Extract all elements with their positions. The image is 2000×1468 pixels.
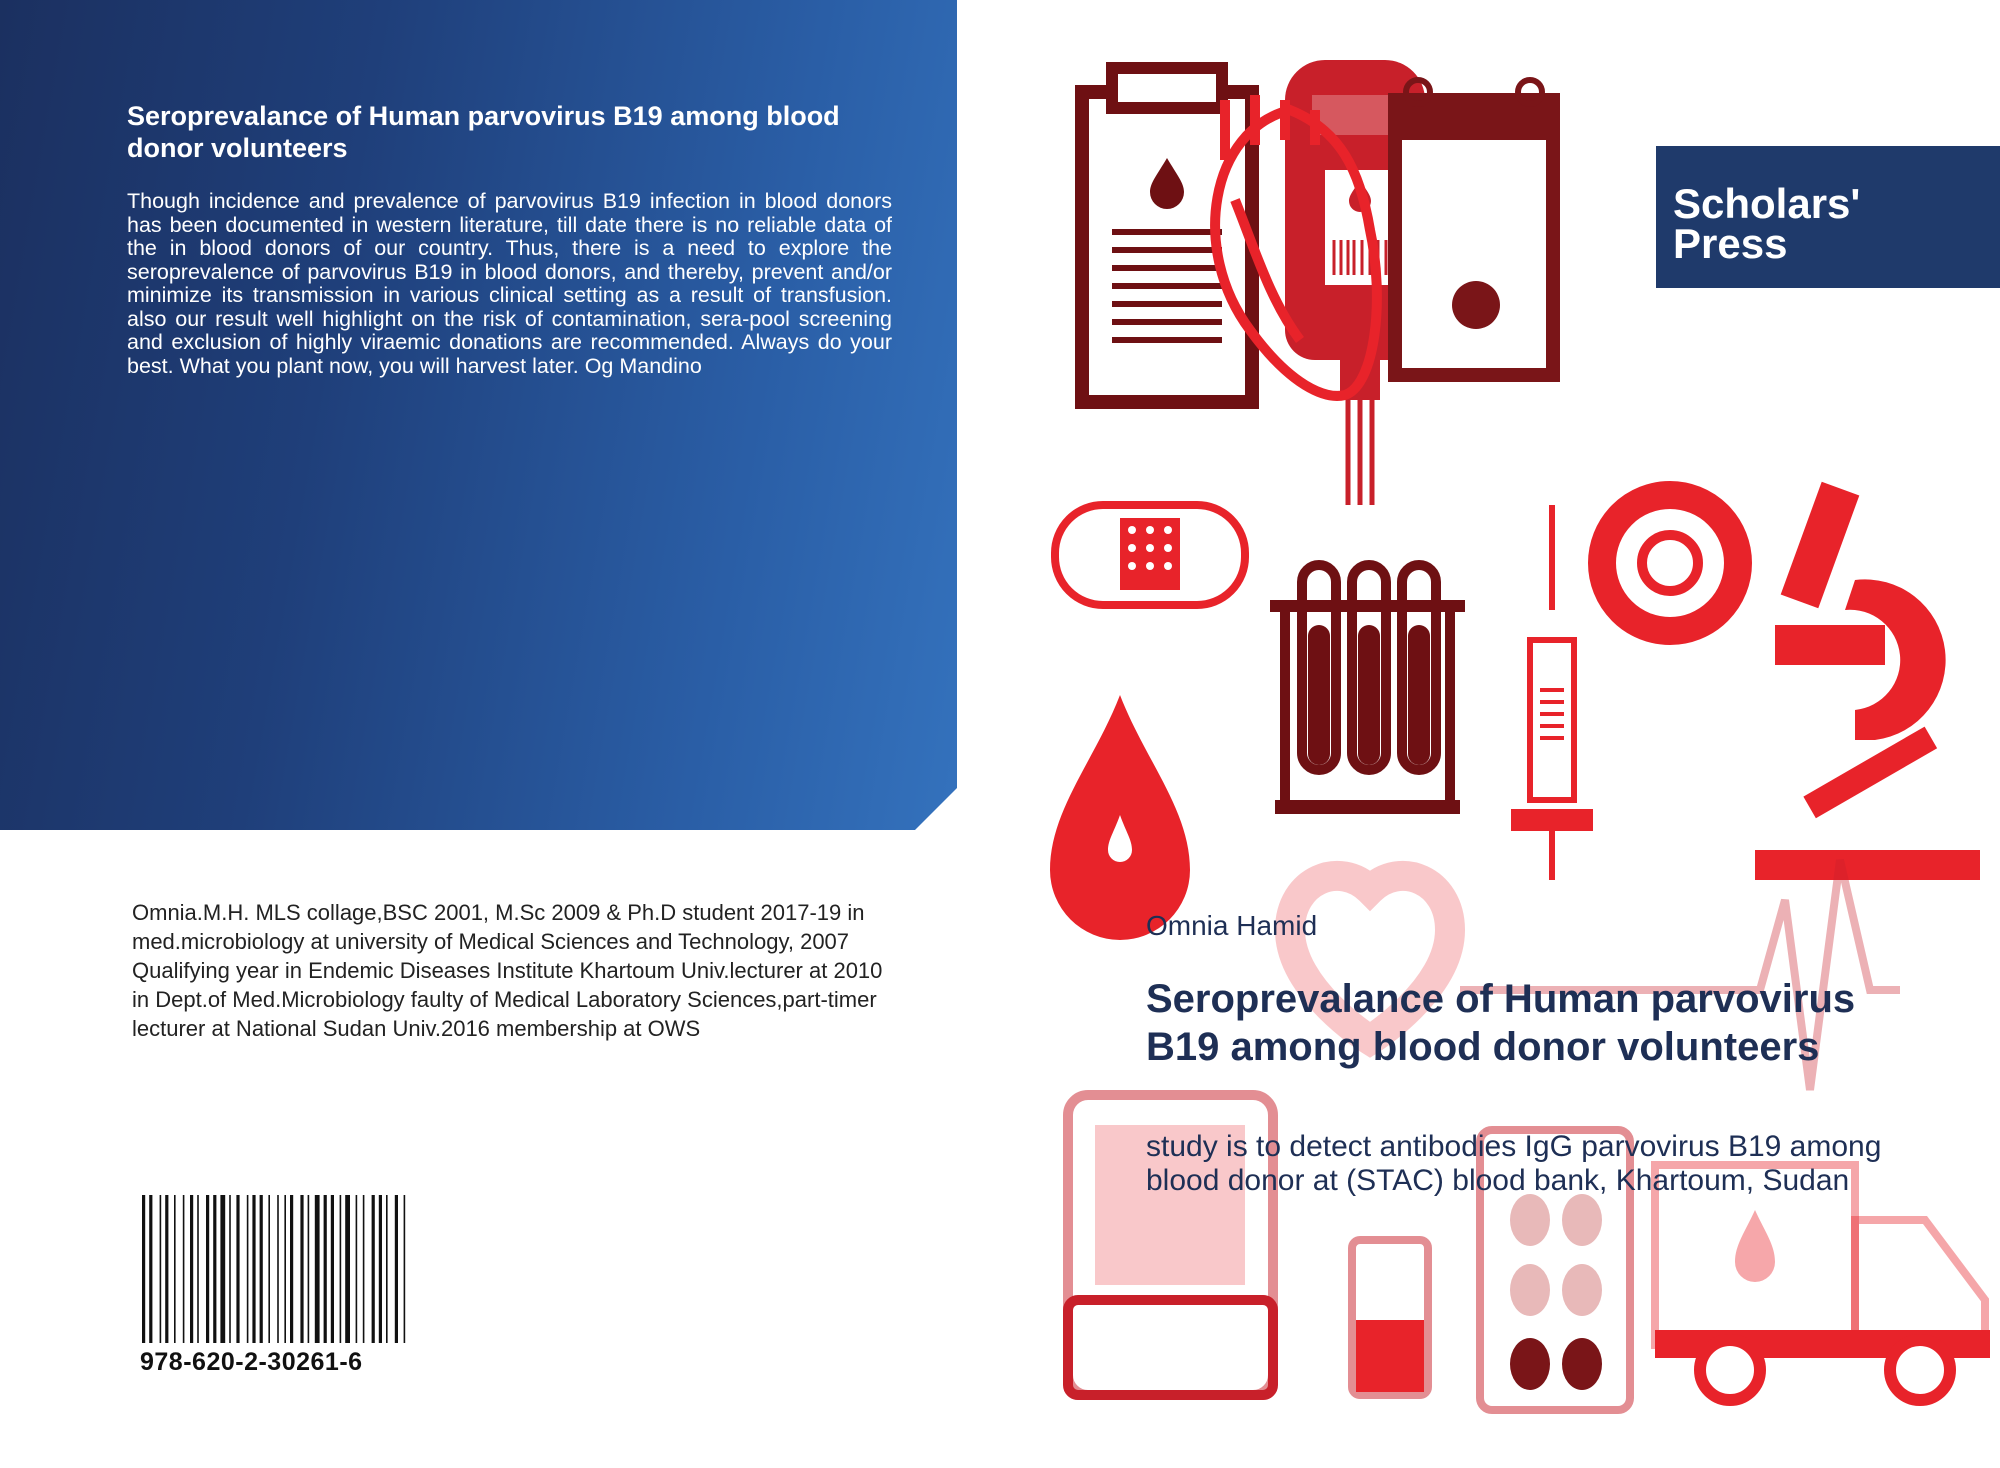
test-tubes-icon [1270, 565, 1465, 814]
front-cover-author: Omnia Hamid [1146, 910, 1318, 941]
microscope-icon [1755, 482, 1980, 880]
author-bio: Omnia.M.H. MLS collage,BSC 2001, M.Sc 2009 & Ph.D student 2017-19 in med.microbiology at university of Medical Sciences and Technology, 2007 Qualifying year in Endemic Diseases Institute Khartoum Univ.lecturer at 2010 in Dept.of Med.Microbiology faulty of Medical Laboratory Sciences,part-timer lecturer at National Sudan Univ.2016 membership at OWS [132, 900, 883, 1041]
blood-cell-icon [1602, 495, 1738, 631]
front-cover-title: Seroprevalance of Human parvovirus B19 among blood donor volunteers [1146, 977, 1856, 1069]
ambulance-truck-icon [1655, 1165, 1990, 1400]
calendar-icon [1395, 80, 1553, 375]
barcode-icon [140, 1195, 420, 1355]
isbn: 978-620-2-30261-6 [140, 1348, 363, 1376]
publisher-name: Scholars' Press [1673, 180, 1861, 267]
vial-icon [1352, 1240, 1428, 1395]
syringe-icon [1514, 505, 1590, 880]
back-cover-title: Seroprevalance of Human parvovirus B19 among blood donor volunteers [127, 101, 840, 163]
back-cover-blurb: Though incidence and prevalence of parvovirus B19 infection in blood donors has been documented in western literature, till date there is no reliable data of the in blood donors of our country. Thus, there is a need to explore the seroprevalence of parvovirus B19 in blood donors, and thereby, prevent and/or minimize its transmission in various clinical setting as a result of transfusion. also our result well highlight on the risk of contamination, sera-pool screening and exclusion of highly viraemic donations are recommended. Always do your best. What you plant now, you will harvest later. Og Mandino [127, 189, 892, 378]
front-cover-subtitle: study is to detect antibodies IgG parvovirus B19 among blood donor at (STAC) blood bank, Khartoum, Sudan [1146, 1130, 1882, 1197]
publisher-logo [1656, 146, 2000, 288]
blood-drop-icon [1050, 695, 1190, 940]
bandage-icon [1055, 505, 1245, 605]
